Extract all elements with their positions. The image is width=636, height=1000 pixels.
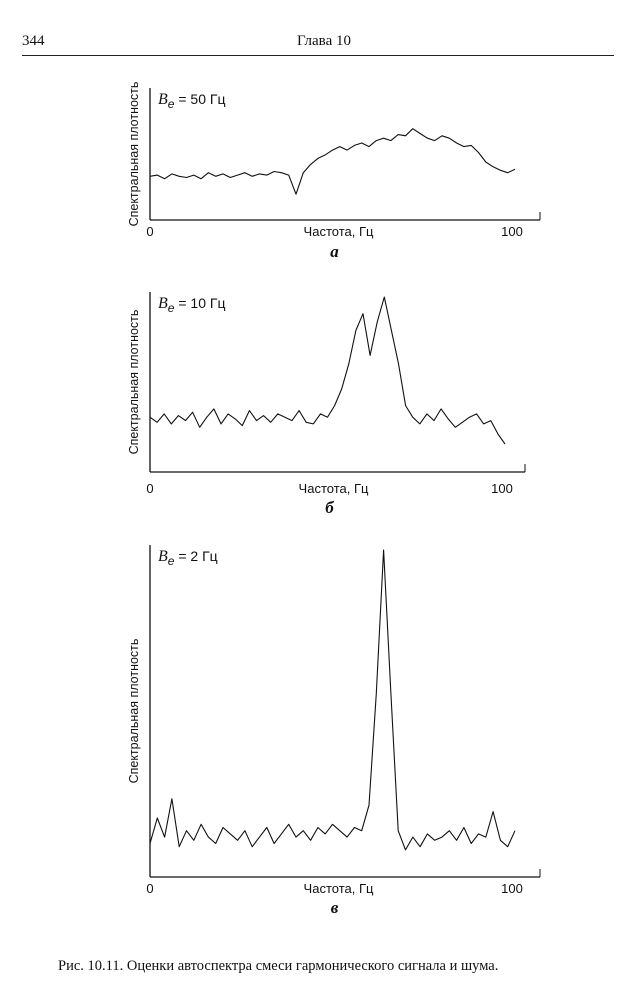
spectrum-series-line xyxy=(150,550,515,850)
y-axis-label: Спектральная плотность xyxy=(127,638,141,784)
bandwidth-annotation: Be = 2 Гц xyxy=(158,548,218,568)
y-axis-label: Спектральная плотность xyxy=(127,309,141,455)
x-axis-label: Частота, Гц xyxy=(303,224,374,239)
x-tick-label: 100 xyxy=(491,481,513,496)
page-number: 344 xyxy=(22,33,45,49)
x-axis-label: Частота, Гц xyxy=(298,481,369,496)
bandwidth-annotation: Be = 50 Гц xyxy=(158,91,226,111)
bandwidth-annotation: Be = 10 Гц xyxy=(158,295,226,315)
x-tick-label: 0 xyxy=(146,881,154,896)
panel-label: в xyxy=(330,898,339,917)
chart-panel-1 xyxy=(127,82,540,261)
spectrum-series-line xyxy=(150,129,515,195)
chapter-title: Глава 10 xyxy=(297,33,351,49)
x-tick-label: 100 xyxy=(501,881,523,896)
x-tick-label: 100 xyxy=(501,224,523,239)
x-tick-label: 0 xyxy=(146,481,154,496)
spectrum-series-line xyxy=(150,297,505,444)
chart-panel-2 xyxy=(127,292,525,517)
figure-caption: Рис. 10.11. Оценки автоспектра смеси гармонического сигнала и шума. xyxy=(58,958,499,974)
x-tick-label: 0 xyxy=(146,224,154,239)
y-axis-label: Спектральная плотность xyxy=(127,81,141,227)
panel-label: б xyxy=(325,498,334,517)
chart-panel-3 xyxy=(127,545,540,917)
panel-label: а xyxy=(330,242,339,261)
x-axis-label: Частота, Гц xyxy=(303,881,374,896)
